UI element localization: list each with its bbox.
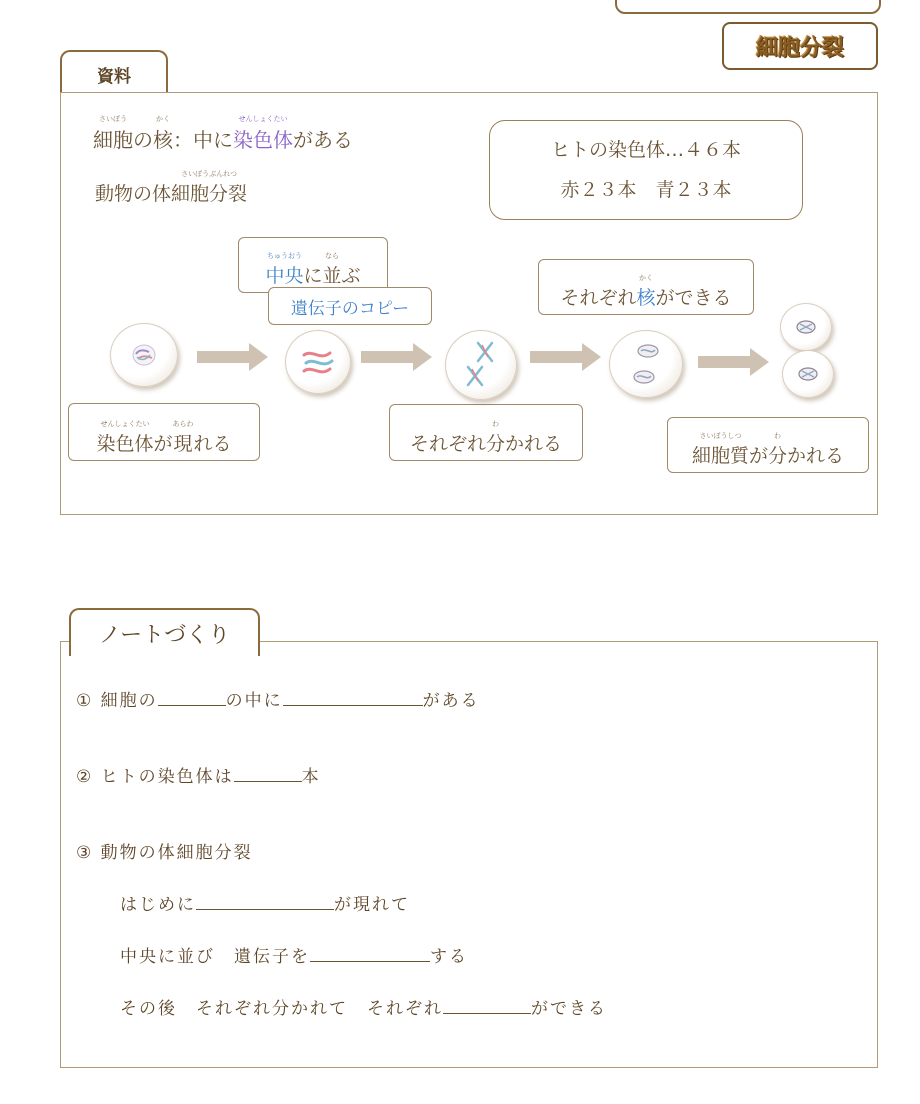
chromosome-split: 赤２３本 青２３本 — [560, 179, 732, 201]
nucleus-icon — [781, 304, 831, 350]
note-q3: ③ 動物の体細胞分裂 — [76, 843, 253, 863]
blank-field[interactable] — [443, 995, 531, 1014]
blank-field[interactable] — [196, 891, 334, 910]
title-badge: 細胞分裂 — [722, 22, 878, 70]
arrow-right-icon — [530, 342, 602, 372]
nucleus-icon — [783, 351, 833, 397]
note-q2: ② ヒトの染色体は 本 — [76, 762, 321, 787]
label-gene-copy: 遺伝子のコピー — [268, 287, 432, 325]
cell-stage-3 — [445, 330, 517, 400]
label-cytoplasm-divides: さいぼうしつ 細胞質 が わ 分 かれる — [667, 417, 869, 473]
top-frame — [615, 0, 881, 14]
two-nuclei-icon — [610, 331, 682, 397]
blank-field[interactable] — [158, 687, 226, 706]
arrow-right-icon — [361, 342, 433, 372]
cell-stage-1 — [110, 323, 178, 387]
cell-division-line: 動物の体 さいぼうぶんれつ 細胞分裂 — [95, 170, 248, 205]
shiryo-tab: 資料 — [60, 50, 168, 96]
arrow-right-icon — [197, 342, 269, 372]
chromosome-total: ヒトの染色体…４６本 — [550, 139, 741, 161]
blank-field[interactable] — [310, 943, 430, 962]
chromatin-icon — [111, 324, 177, 386]
label-separate: それぞれ わ 分 かれる — [389, 404, 583, 461]
label-chromosome-appears: せんしょくたい 染色体 が あらわ 現 れる — [68, 403, 260, 461]
daughter-cell-bottom — [782, 350, 834, 398]
cell-stage-4 — [609, 330, 683, 398]
note-q3a: はじめに が現れて — [120, 890, 410, 915]
nucleus-line: さいぼう 細胞 の かく 核 ：中に せんしょくたい 染色体 がある — [93, 115, 353, 152]
note-tab: ノートづくり — [69, 608, 260, 656]
note-q3c: その後 それぞれ分かれて それぞれ ができる — [120, 994, 607, 1019]
arrow-right-icon — [698, 347, 770, 377]
chromosome-icon — [286, 331, 350, 393]
blank-field[interactable] — [283, 687, 423, 706]
note-q1: ① 細胞の の中に がある — [76, 686, 480, 711]
label-nucleus-forms: それぞれ かく 核 ができる — [538, 259, 754, 315]
note-q3b: 中央に並び 遺伝子を する — [120, 942, 468, 967]
chromosome-count-box — [489, 120, 803, 220]
dividing-chromosome-icon — [446, 331, 516, 399]
daughter-cell-top — [780, 303, 832, 351]
cell-stage-2 — [285, 330, 351, 394]
label-align-center: ちゅうおう 中央 に なら 並 ぶ — [238, 237, 388, 293]
blank-field[interactable] — [234, 763, 302, 782]
